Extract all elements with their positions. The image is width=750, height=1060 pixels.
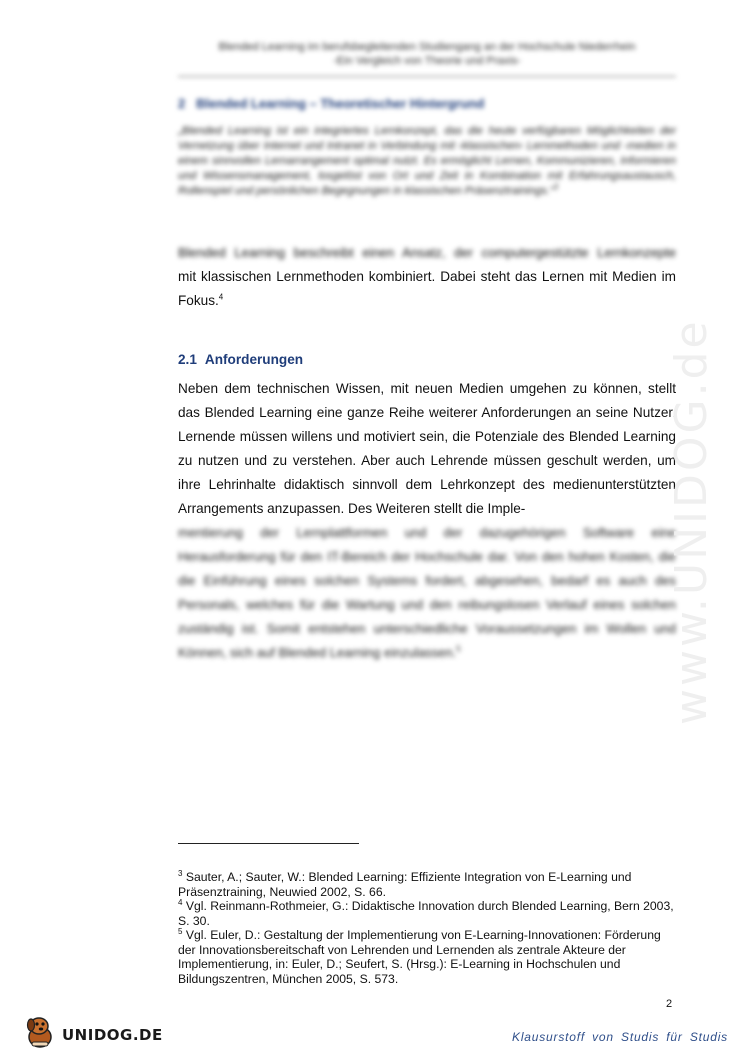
definition-quote [178, 124, 676, 199]
paragraph-2-footnote-ref: 5 [456, 644, 461, 654]
paragraph-1 [178, 265, 676, 313]
footnote-rule [178, 843, 359, 844]
header-rule [178, 76, 676, 77]
footnote-text: Sauter, A.; Sauter, W.: Blended Learning: Effiziente Integration von E-Learning und Präsenztraining, Neuwied 2002, S. 66. [178, 870, 632, 899]
footnote-number: 4 [178, 897, 183, 907]
subsection-title: Anforderungen [204, 352, 304, 367]
footnote-text: Vgl. Euler, D.: Gestaltung der Implementierung von E-Learning-Innovationen: Förderung der Innovationsbereitschaft von Lehrenden und Lernenden als zentrale Akteure der Implementierung, in: Euler, D.; Seufert, S. (Hrsg.): E-Learning in Hochschulen und Bildungszentren, München 2005, S. 573. [178, 928, 661, 986]
section-heading [178, 96, 484, 111]
watermark-text: www.UNIDOG.de [666, 318, 717, 725]
page-number: 2 [666, 998, 673, 1010]
footnote-number: 5 [178, 926, 183, 936]
paragraph-1-text: mit klassischen Lernmethoden kombiniert. Dabei steht das Lernen mit Medien im Fokus. [178, 269, 676, 308]
page-header [178, 40, 676, 68]
footnote-item [178, 870, 676, 899]
header-line-1: Blended Learning im berufsbegleitenden Studiengang an der Hochschule Niederrhein [218, 41, 636, 53]
paragraph-1-footnote-ref: 4 [218, 292, 224, 302]
paragraph-1-blurred-line: Blended Learning beschreibt einen Ansatz, der computergestützte Lernkonzepte [178, 245, 676, 260]
paragraph-2-blurred-text: mentierung der Lernplattformen und der dazugehörigen Software eine Herausforderung für den IT-Bereich der Hochschule dar. Von den hohen Kosten, die die Einführung eines solchen Systems fordert, abgesehen, bedarf es auch des Personals, welches für die Wartung und den reibungslosen Verlauf eines solchen zuständig ist. Somit entstehen unterschiedliche Voraussetzungen im Wollen und Können, sich auf Blended Learning einzulassen. [178, 525, 676, 660]
footnote-item [178, 928, 676, 986]
quote-footnote-ref: 3 [553, 182, 558, 192]
paragraph-2: Neben dem technischen Wissen, mit neuen Medien umgehen zu können, stellt das Blended Learning eine ganze Reihe weiterer Anforderungen an seine Nutzer. Lernende müssen willens und motiviert sein, die Potenziale des Blended Learning zu nutzen und zu verstehen. Aber auch Lehrende müssen geschult werden, um ihre Lehrinhalte didaktisch sinnvoll dem Lehrkonzept des medienunterstützten Arrangements anzupassen. Des Weiteren stellt die Imple- [178, 381, 676, 516]
footnotes [178, 870, 676, 986]
footnote-item [178, 899, 676, 928]
footnote-text: Vgl. Reinmann-Rothmeier, G.: Didaktische Innovation durch Blended Learning, Bern 2003, S. 30. [178, 899, 674, 928]
footnote-number: 3 [178, 868, 183, 878]
section-title: Blended Learning – Theoretischer Hintergrund [196, 96, 485, 111]
subsection-number: 2.1 [178, 352, 197, 367]
unidog-logo[interactable] [20, 1012, 163, 1052]
paragraph-2-blurred [178, 521, 676, 665]
subsection-heading [178, 352, 303, 367]
tagline: Klausurstoff von Studis für Studis [512, 1030, 728, 1044]
header-line-2: -Ein Vergleich von Theorie und Praxis- [333, 55, 521, 67]
quote-text: „Blended Learning ist ein integriertes Lernkonzept, das die heute verfügbaren Möglichkeiten der Vernetzung über Internet und Intranet in Verbindung mit ›klassischen‹ Lernmethoden und -medien in einem sinnvollen Lernarrangement optimal nutzt. Es ermöglicht Lernen, Kommunizieren, Informieren und Wissensmanagement, losgelöst von Ort und Zeit in Kombination mit Erfahrungsaustausch, Rollenspiel und persönlichen Begegnungen in klassischen Präsenztrainings.“ [178, 125, 676, 197]
dog-mascot-icon [20, 1012, 60, 1052]
logo-text: UNIDOG.DE [62, 1026, 163, 1044]
section-number: 2 [178, 96, 186, 111]
